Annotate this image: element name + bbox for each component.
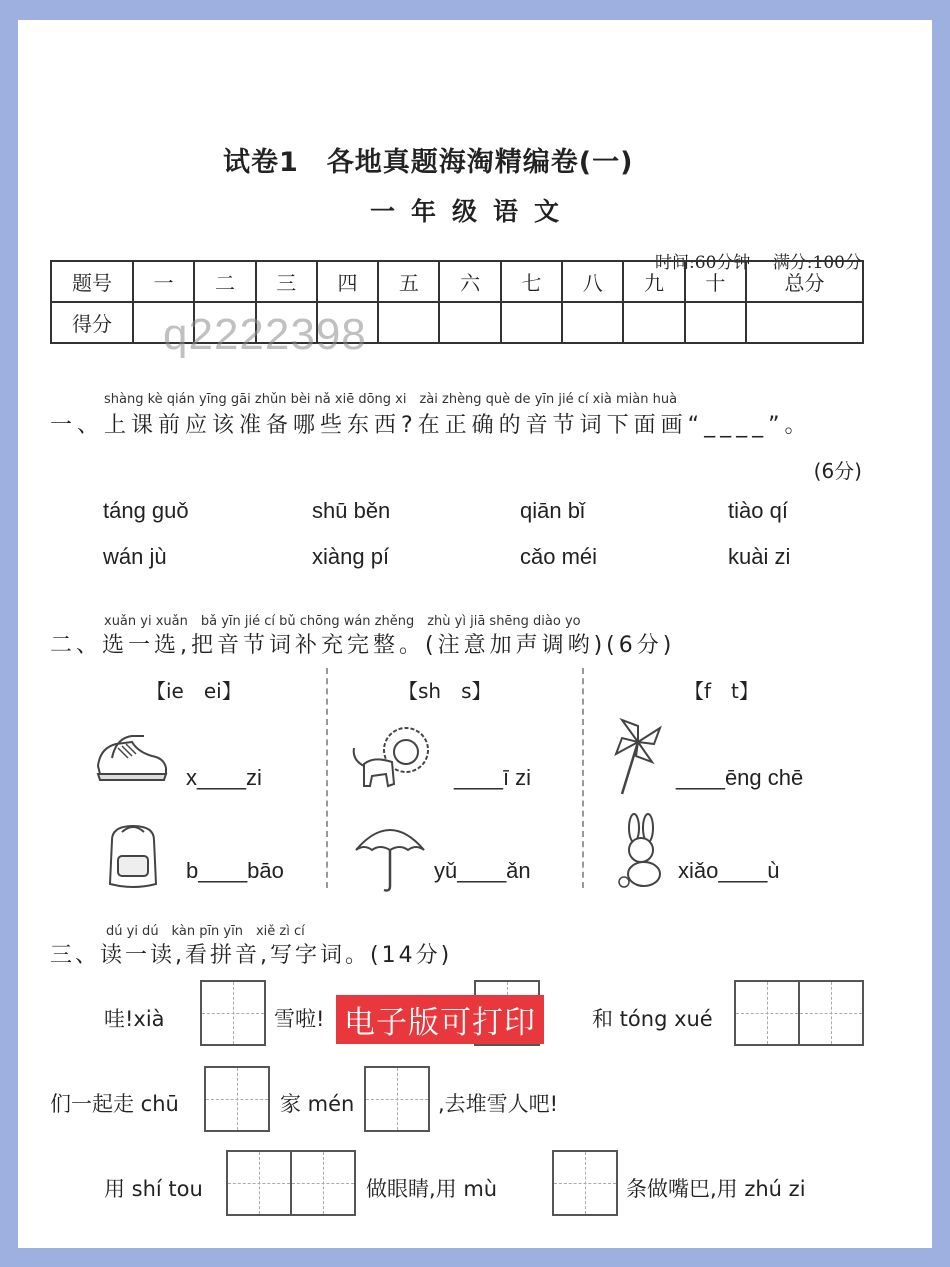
score-cell: 二 <box>194 261 255 302</box>
fill-blank[interactable]: ____ēng chē <box>676 765 804 790</box>
score-cell: 七 <box>501 261 562 302</box>
score-cell: 五 <box>378 261 439 302</box>
score-input-cell[interactable] <box>439 302 500 343</box>
line2-text-a: 们一起走 chū <box>50 1092 179 1116</box>
time-limit: 时间:60分钟 <box>655 253 751 273</box>
fill-blank[interactable]: yǔ____ǎn <box>434 858 531 883</box>
score-row-label: 得分 <box>51 302 133 343</box>
fill-blank[interactable]: x____zi <box>186 765 262 790</box>
writing-box[interactable] <box>734 980 800 1046</box>
score-cell: 九 <box>623 261 684 302</box>
group-bracket: 【ie ei】 <box>146 679 242 703</box>
group-bracket: 【f t】 <box>684 679 759 703</box>
fill-blank[interactable]: b____bāo <box>186 858 284 883</box>
exam-subtitle: 一年级语文 <box>370 197 576 226</box>
score-cell: 三 <box>256 261 317 302</box>
writing-box[interactable] <box>200 980 266 1046</box>
line1-text-c: 和 tóng xué <box>592 1007 713 1031</box>
exam-paper <box>18 20 932 1248</box>
backpack-icon <box>98 820 168 892</box>
score-cell: 一 <box>133 261 194 302</box>
section3-pinyin: dú yi dú kàn pīn yīn xiě zì cí <box>106 924 305 939</box>
word-option[interactable]: kuài zi <box>728 544 791 569</box>
writing-box[interactable] <box>290 1150 356 1216</box>
score-cell: 四 <box>317 261 378 302</box>
exam-title: 试卷1 各地真题海淘精编卷(一) <box>223 147 634 178</box>
section3-question: 三、读一读,看拼音,写字词。(14分) <box>50 943 453 968</box>
score-cell: 六 <box>439 261 500 302</box>
writing-box[interactable] <box>226 1150 292 1216</box>
writing-box[interactable] <box>204 1066 270 1132</box>
score-input-cell[interactable] <box>685 302 746 343</box>
line1-text-a: 哇!xià <box>104 1007 165 1031</box>
writing-box[interactable] <box>552 1150 618 1216</box>
score-input-cell[interactable] <box>623 302 684 343</box>
line3-text-a: 用 shí tou <box>104 1177 203 1201</box>
section2-pinyin: xuǎn yi xuǎn bǎ yīn jié cí bǔ chōng wán zhěng zhù yì jiā shēng diào yo <box>104 614 581 629</box>
word-option[interactable]: shū běn <box>312 498 391 523</box>
rabbit-icon <box>612 812 672 892</box>
score-input-cell[interactable] <box>501 302 562 343</box>
score-cell: 八 <box>562 261 623 302</box>
pinwheel-icon <box>608 716 668 796</box>
line1-text-b: 雪啦! <box>274 1007 325 1031</box>
section1-pinyin: shàng kè qián yīng gāi zhǔn bèi nǎ xiē dōng xi zài zhèng què de yīn jié cí xià miàn huà <box>104 392 678 407</box>
word-option[interactable]: xiàng pí <box>312 544 390 569</box>
score-input-cell[interactable] <box>378 302 439 343</box>
word-option[interactable]: cǎo méi <box>520 544 598 569</box>
line2-text-c: ,去堆雪人吧! <box>438 1092 559 1116</box>
watermark-text: q2222398 <box>163 310 367 359</box>
word-option[interactable]: wán jù <box>103 544 167 569</box>
column-divider <box>582 668 584 888</box>
writing-box[interactable] <box>798 980 864 1046</box>
score-cell: 题号 <box>51 261 133 302</box>
line2-text-b: 家 mén <box>280 1092 355 1116</box>
writing-box[interactable] <box>364 1066 430 1132</box>
section1-score: (6分) <box>813 459 862 483</box>
group-bracket: 【sh s】 <box>398 679 492 703</box>
word-option[interactable]: táng guǒ <box>103 498 189 523</box>
word-option[interactable]: qiān bǐ <box>520 498 585 523</box>
sneakers-icon <box>92 728 172 788</box>
score-cell: 十 <box>685 261 746 302</box>
score-table-header-row <box>51 261 863 302</box>
line3-text-c: 条做嘴巴,用 zhú zi <box>626 1177 806 1201</box>
score-input-cell[interactable] <box>562 302 623 343</box>
word-option[interactable]: tiào qí <box>728 498 788 523</box>
score-input-cell[interactable] <box>746 302 863 343</box>
section1-question: 一、上课前应该准备哪些东西?在正确的音节词下面画“____”。 <box>50 413 812 438</box>
fill-blank[interactable]: ____ī zi <box>454 765 532 790</box>
section2-question: 二、选一选,把音节词补充完整。(注意加声调哟)(6分) <box>50 633 676 658</box>
score-cell: 总分 <box>746 261 863 302</box>
full-score: 满分:100分 <box>772 253 862 273</box>
umbrella-icon <box>350 816 430 896</box>
line3-text-b: 做眼睛,用 mù <box>366 1177 498 1201</box>
column-divider <box>326 668 328 888</box>
fill-blank[interactable]: xiǎo____ù <box>678 858 780 883</box>
printable-stamp: 电子版可打印 <box>336 995 544 1044</box>
lion-icon <box>344 720 444 796</box>
